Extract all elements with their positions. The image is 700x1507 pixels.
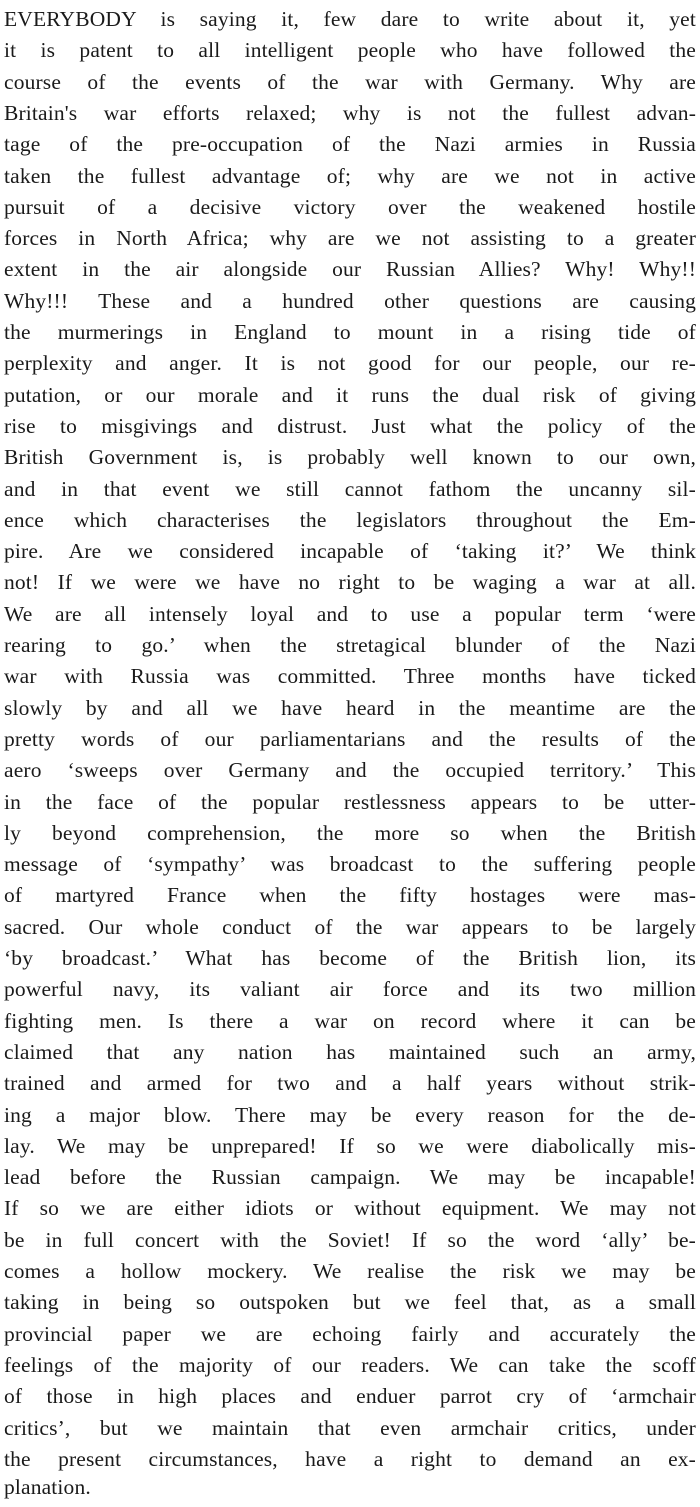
text-line: course of the events of the war with Germany. Why are (4, 69, 696, 94)
text-line: feelings of the majority of our readers. We can take the scoff (4, 1352, 696, 1377)
text-line: ing a major blow. There may be every reason for the de- (4, 1102, 696, 1127)
text-line: not! If we were we have no right to be waging a war at all. (4, 570, 696, 595)
text-line: British Government is, is probably well known to our own, (4, 445, 696, 470)
text-line: perplexity and anger. It is not good for our people, our re- (4, 351, 696, 376)
text-line: fighting men. Is there a war on record where it can be (4, 1008, 696, 1033)
text-line: EVERYBODY is saying it, few dare to write about it, yet (4, 7, 696, 31)
text-line: war with Russia was committed. Three months have ticked (4, 664, 696, 689)
text-line: be in full concert with the Soviet! If so the word ‘ally’ be- (4, 1227, 696, 1252)
text-line: slowly by and all we have heard in the meantime are the (4, 695, 696, 720)
article-body (4, 2, 696, 1505)
text-line: lay. We may be unprepared! If so we were diabolically mis- (4, 1133, 696, 1158)
text-line: If so we are either idiots or without equipment. We may not (4, 1196, 696, 1221)
text-line: rearing to go.’ when the stretagical blunder of the Nazi (4, 633, 696, 657)
text-line: aero ‘sweeps over Germany and the occupied territory.’ This (4, 758, 696, 783)
text-line: We are all intensely loyal and to use a popular term ‘were (4, 601, 696, 626)
text-line: pretty words of our parliamentarians and the results of the (4, 726, 696, 751)
text-line: ‘by broadcast.’ What has become of the British lion, its (4, 946, 696, 970)
text-line: putation, or our morale and it runs the dual risk of giving (4, 382, 696, 407)
text-line: Why!!! These and a hundred other questions are causing (4, 288, 696, 313)
text-line: Britain's war efforts relaxed; why is not the fullest advan- (4, 100, 696, 125)
text-line: extent in the air alongside our Russian Allies? Why! Why!! (4, 257, 696, 282)
text-line: taken the fullest advantage of; why are we not in active (4, 163, 696, 188)
text-line: it is patent to all intelligent people who have followed the (4, 38, 696, 63)
text-line: trained and armed for two and a half years without strik- (4, 1071, 696, 1096)
text-line: ence which characterises the legislators throughout the Em- (4, 507, 696, 532)
text-line: the present circumstances, have a right to demand an ex- (4, 1446, 696, 1471)
text-line: provincial paper we are echoing fairly and accurately the (4, 1321, 696, 1346)
text-line: rise to misgivings and distrust. Just what the policy of the (4, 413, 696, 438)
text-line: critics’, but we maintain that even armchair critics, under (4, 1415, 696, 1440)
text-line: pursuit of a decisive victory over the weakened hostile (4, 194, 696, 219)
text-line: claimed that any nation has maintained such an army, (4, 1039, 696, 1064)
text-line: sacred. Our whole conduct of the war appears to be largely (4, 914, 696, 939)
text-line: the murmerings in England to mount in a rising tide of (4, 320, 696, 344)
text-line: of those in high places and enduer parrot cry of ‘armchair (4, 1384, 696, 1409)
text-line: tage of the pre-occupation of the Nazi armies in Russia (4, 132, 696, 157)
text-line: in the face of the popular restlessness appears to be utter- (4, 789, 696, 814)
text-line: lead before the Russian campaign. We may be incapable! (4, 1165, 696, 1190)
text-line: ly beyond comprehension, the more so when the British (4, 820, 696, 845)
text-line: forces in North Africa; why are we not assisting to a greater (4, 226, 696, 251)
text-line: comes a hollow mockery. We realise the risk we may be (4, 1259, 696, 1283)
text-line: planation. (4, 1475, 91, 1499)
text-line: message of ‘sympathy’ was broadcast to the suffering people (4, 852, 696, 877)
text-line: taking in being so outspoken but we feel that, as a small (4, 1290, 696, 1315)
text-line: and in that event we still cannot fathom the uncanny sil- (4, 476, 696, 501)
text-line: powerful navy, its valiant air force and its two million (4, 977, 696, 1002)
text-line: of martyred France when the fifty hostages were mas- (4, 883, 696, 908)
text-line: pire. Are we considered incapable of ‘taking it?’ We think (4, 539, 696, 564)
